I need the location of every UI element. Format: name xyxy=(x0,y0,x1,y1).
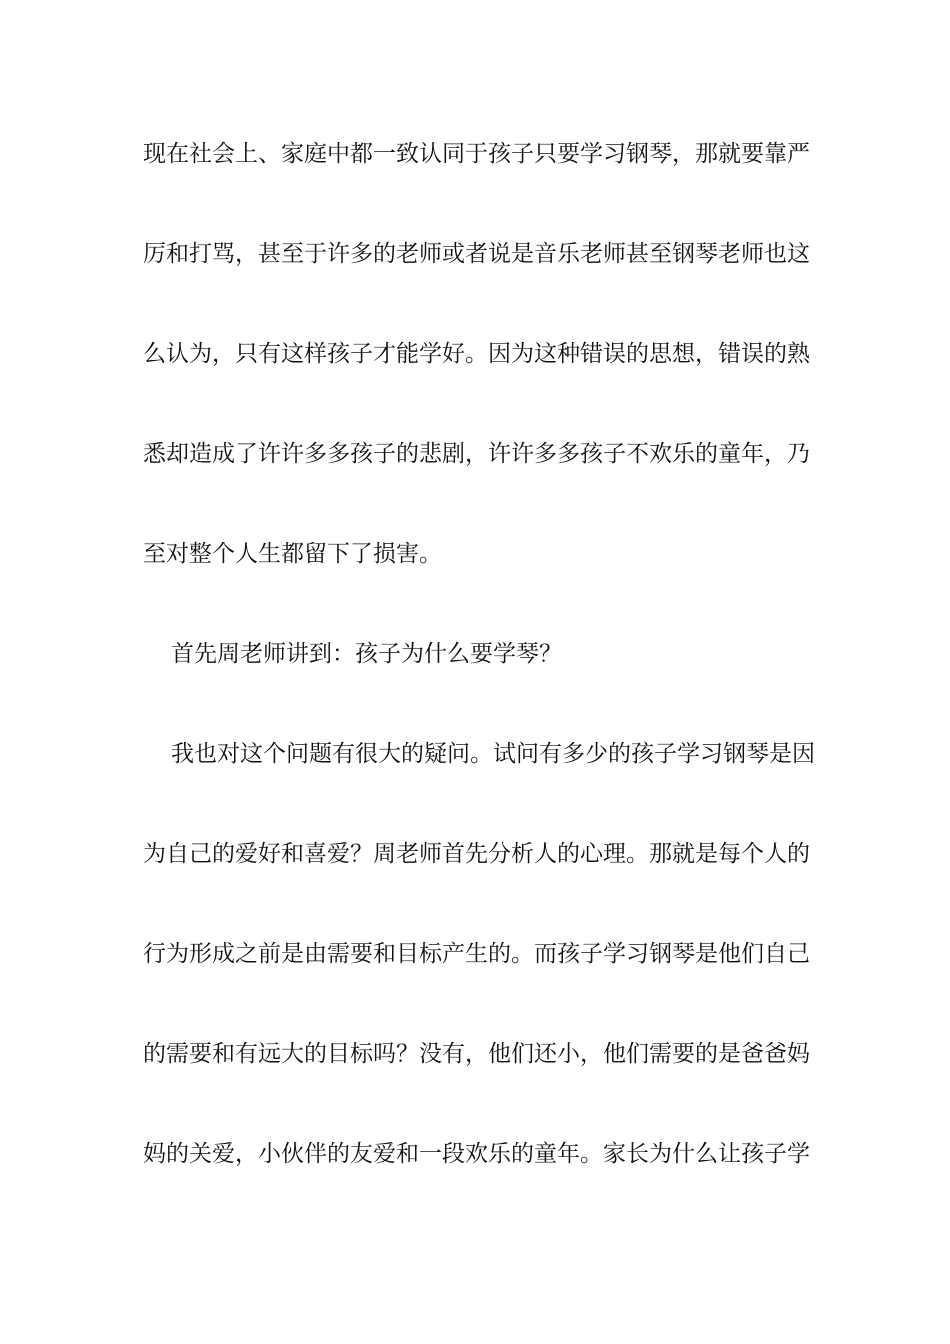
text-line: 行为形成之前是由需要和目标产生的。而孩子学习钢琴是他们自己 xyxy=(143,941,810,967)
body-text xyxy=(143,126,815,1226)
text-line: 悉却造成了许许多多孩子的悲剧，许许多多孩子不欢乐的童年，乃 xyxy=(143,441,810,467)
text-line: 妈的关爱，小伙伴的友爱和一段欢乐的童年。家长为什么让孩子学 xyxy=(143,1141,810,1167)
text-line: 我也对这个问题有很大的疑问。试问有多少的孩子学习钢琴是因 xyxy=(171,741,815,767)
text-line: 首先周老师讲到：孩子为什么要学琴？ xyxy=(171,641,562,667)
text-line: 的需要和有远大的目标吗？没有，他们还小，他们需要的是爸爸妈 xyxy=(143,1041,810,1067)
text-line: 为自己的爱好和喜爱？周老师首先分析人的心理。那就是每个人的 xyxy=(143,841,810,867)
text-line: 么认为，只有这样孩子才能学好。因为这种错误的思想，错误的熟 xyxy=(143,341,810,367)
text-line: 现在社会上、家庭中都一致认同于孩子只要学习钢琴，那就要靠严 xyxy=(143,141,810,167)
text-line: 至对整个人生都留下了损害。 xyxy=(143,541,442,567)
text-line: 厉和打骂，甚至于许多的老师或者说是音乐老师甚至钢琴老师也这 xyxy=(143,241,810,267)
